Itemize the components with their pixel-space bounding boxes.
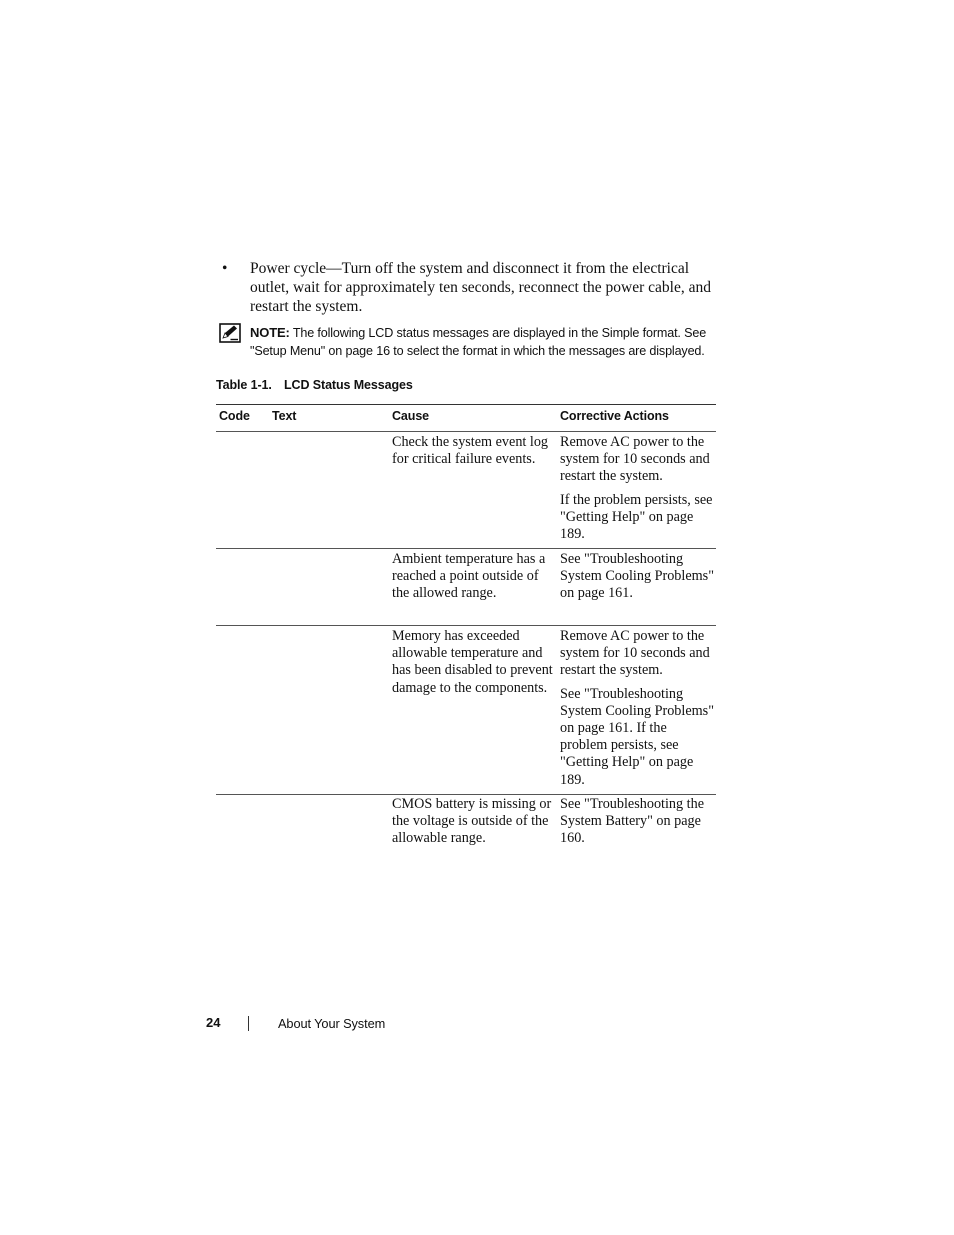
actions-cell	[560, 796, 714, 854]
cause-cell: Check the system event log for critical failure events.	[392, 434, 549, 468]
action-text: Remove AC power to the system for 10 seconds and restart the system.	[560, 628, 710, 679]
page-number: 24	[206, 1015, 221, 1030]
footer-section-title: About Your System	[278, 1016, 386, 1031]
table-caption	[216, 378, 413, 392]
table-row	[216, 432, 716, 549]
note-pencil-icon	[219, 323, 241, 343]
action-text: Remove AC power to the system for 10 seconds and restart the system.	[560, 434, 710, 485]
action-text: If the problem persists, see "Getting Help" on page 189.	[560, 491, 713, 543]
cause-cell: Memory has exceeded allowable temperature and has been disabled to prevent damage to the components.	[392, 628, 553, 696]
action-text: See "Troubleshooting System Cooling Problems" on page 161. If the problem persists, see "Getting Help" on page 189.	[560, 685, 714, 788]
actions-cell	[560, 434, 714, 549]
table-row	[216, 549, 716, 626]
bullet-marker: •	[222, 260, 228, 277]
table-header-row	[216, 405, 716, 432]
header-text: Text	[272, 409, 297, 423]
cause-cell: Ambient temperature has a reached a point outside of the allowed range.	[392, 551, 546, 602]
header-cause: Cause	[392, 409, 430, 423]
actions-cell	[560, 628, 714, 795]
footer-separator	[248, 1016, 249, 1031]
action-text: See "Troubleshooting the System Battery" on page 160.	[560, 796, 704, 847]
table-caption-title: LCD Status Messages	[284, 378, 413, 392]
actions-cell	[560, 551, 714, 609]
header-actions: Corrective Actions	[560, 409, 669, 423]
cause-cell: CMOS battery is missing or the voltage is outside of the allowable range.	[392, 796, 552, 847]
bullet-text: Power cycle—Turn off the system and disconnect it from the electrical outlet, wait for approximately ten seconds, reconnect the power cable, and restart the system.	[250, 260, 711, 315]
lcd-status-table	[216, 404, 716, 857]
header-code: Code	[219, 409, 250, 423]
table-row	[216, 626, 716, 795]
note-text: The following LCD status messages are displayed in the Simple format. See "Setup Menu" on page 16 to select the format in which the messages are displayed.	[250, 326, 707, 358]
note-label: NOTE:	[250, 325, 290, 340]
action-text: See "Troubleshooting System Cooling Problems" on page 161.	[560, 551, 714, 602]
note-block	[250, 324, 725, 360]
table-caption-number: Table 1-1.	[216, 378, 272, 392]
table-row	[216, 795, 716, 857]
